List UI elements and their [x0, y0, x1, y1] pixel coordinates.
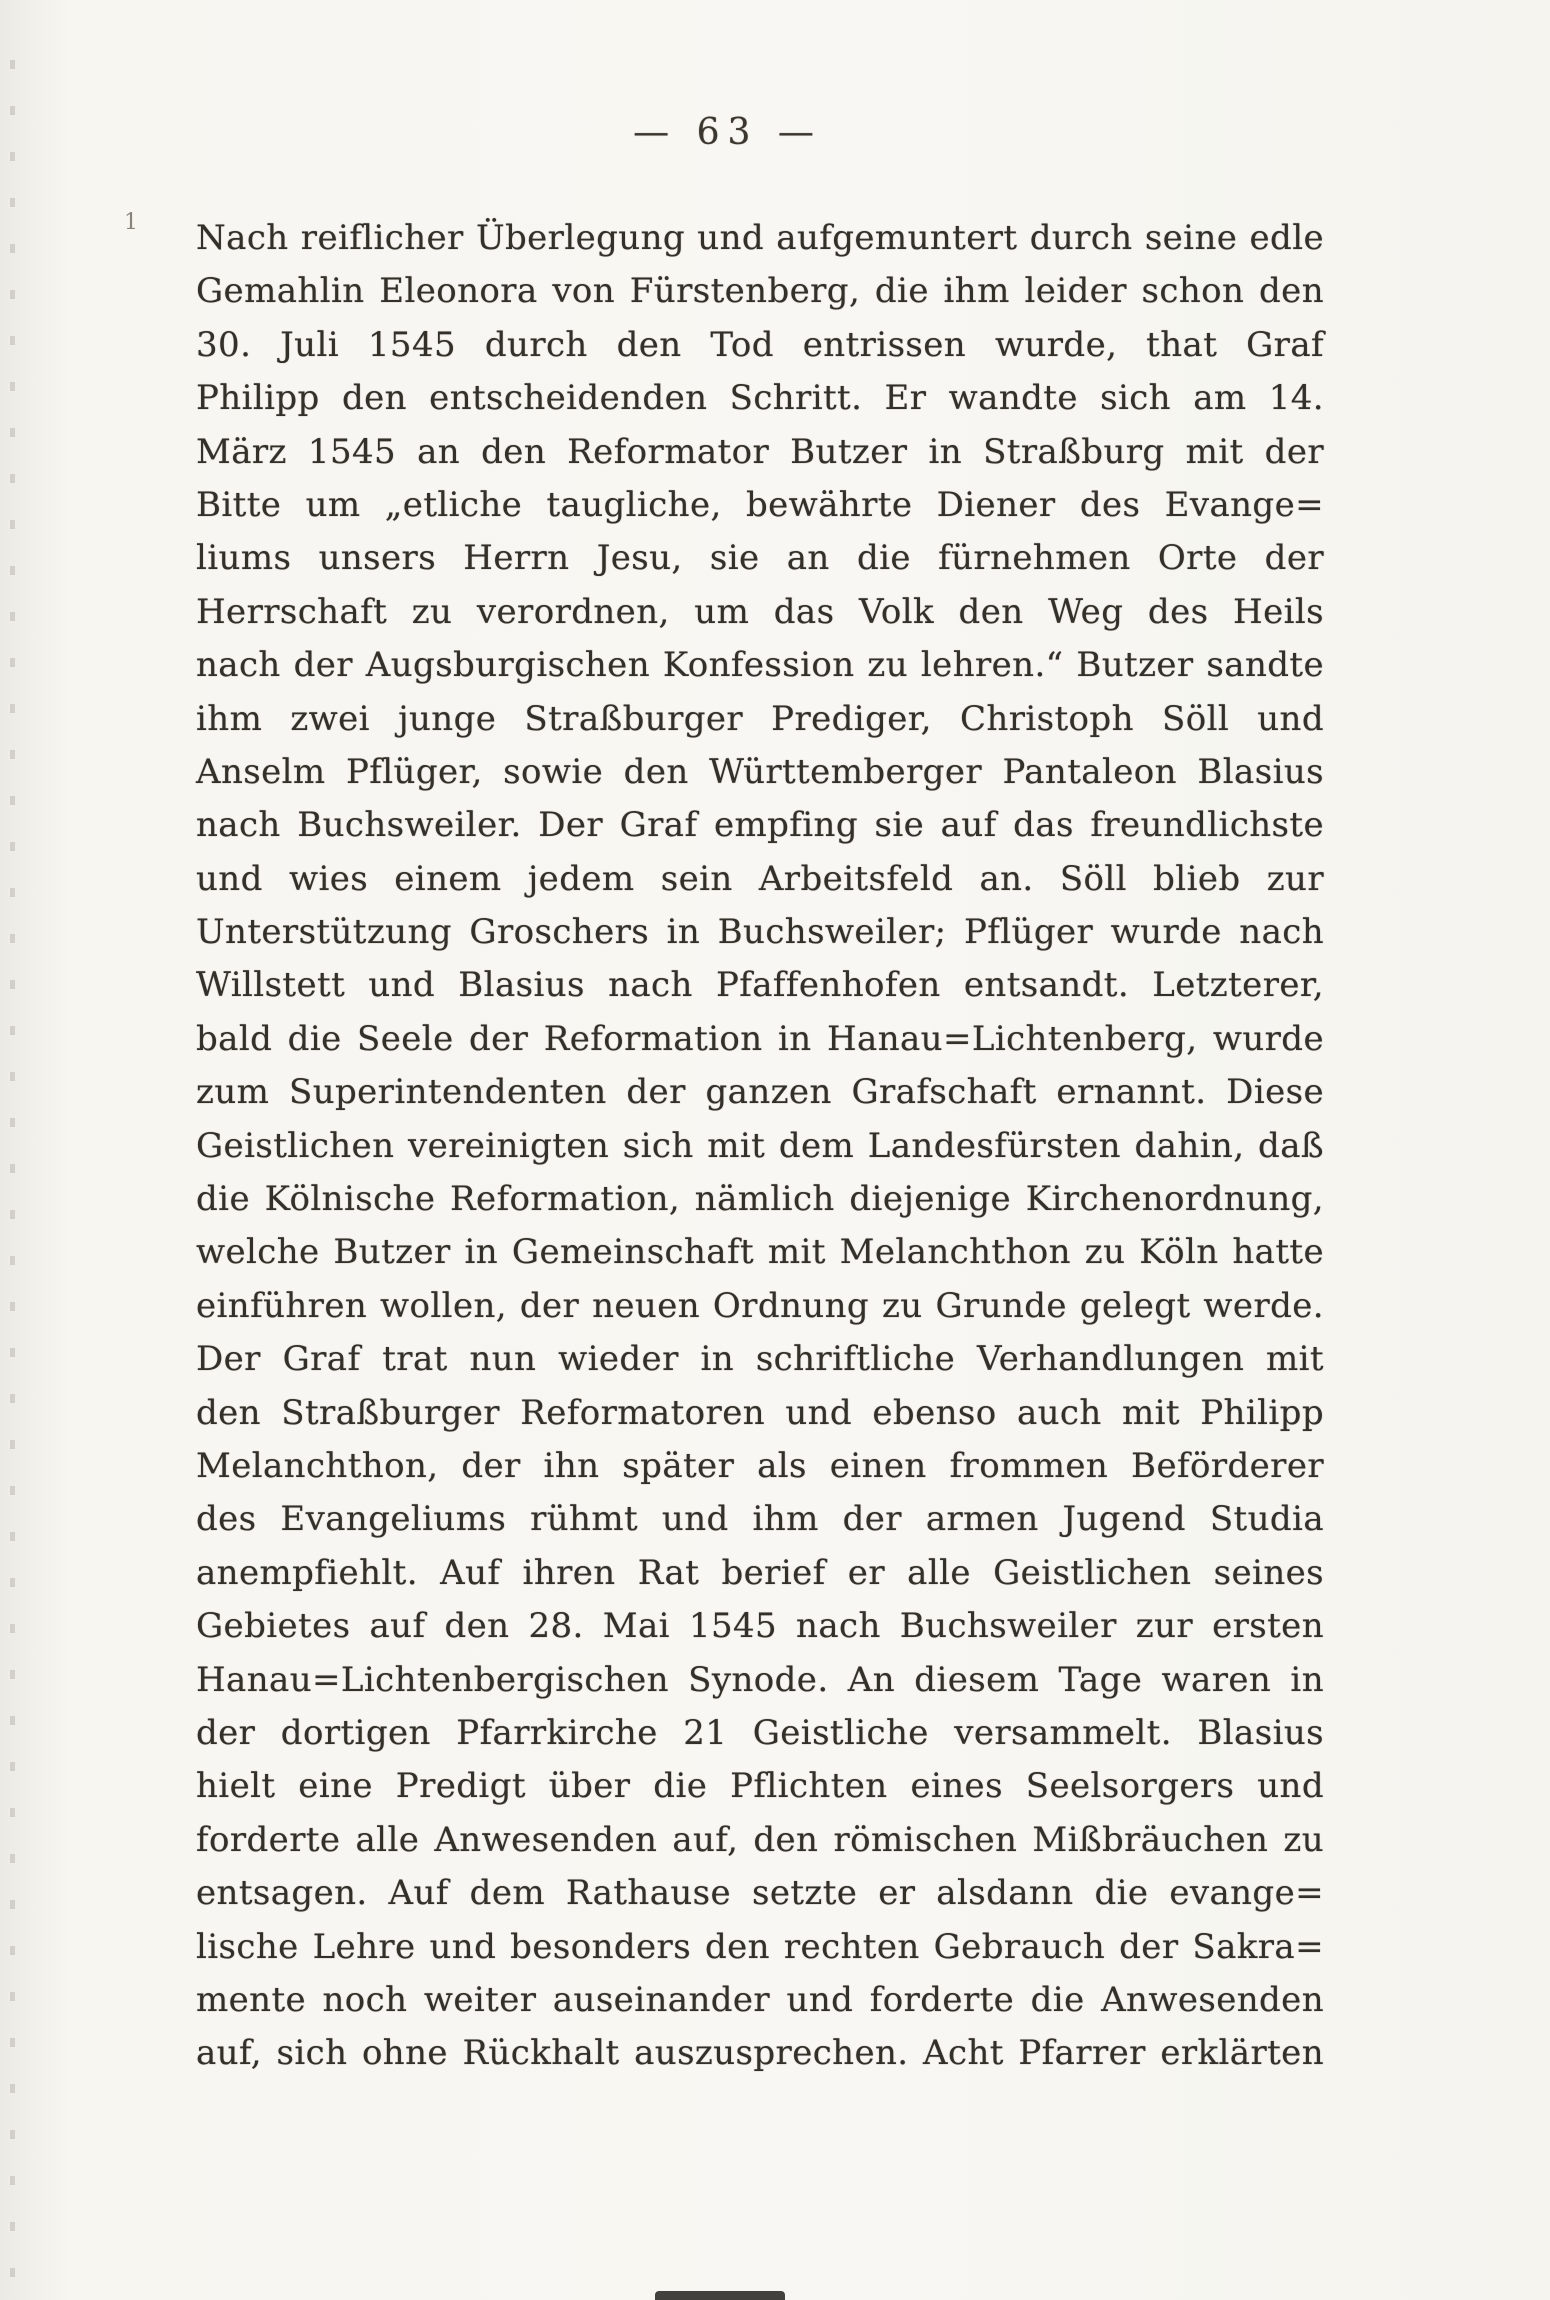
- text-line: Melanchthon, der ihn später als einen frommen Beförderer: [196, 1445, 1324, 1486]
- text-line: Geistlichen vereinigten sich mit dem Landesfürsten dahin, daß: [196, 1125, 1324, 1166]
- text-line: lische Lehre und besonders den rechten Gebrauch der Sakra=: [196, 1926, 1324, 1967]
- margin-note-mark: 1: [124, 210, 138, 235]
- text-line: mente noch weiter auseinander und forderte die Anwesenden: [196, 1979, 1324, 2020]
- text-line: nach der Augsburgischen Konfession zu lehren.“ Butzer sandte: [196, 645, 1324, 686]
- text-line: liums unsers Herrn Jesu, sie an die fürnehmen Orte der: [196, 538, 1324, 579]
- scan-edge-artifact: [10, 60, 15, 2280]
- text-line: Unterstützung Groschers in Buchsweiler; Pflüger wurde nach: [196, 912, 1324, 953]
- text-line: nach Buchsweiler. Der Graf empfing sie auf das freundlichste: [196, 805, 1324, 846]
- text-line: Herrschaft zu verordnen, um das Volk den Weg des Heils: [196, 591, 1324, 632]
- text-line: zum Superintendenten der ganzen Grafschaft ernannt. Diese: [196, 1072, 1324, 1113]
- text-line: Philipp den entscheidenden Schritt. Er wandte sich am 14.: [196, 378, 1324, 419]
- text-line: Willstett und Blasius nach Pfaffenhofen entsandt. Letzterer,: [196, 965, 1324, 1006]
- text-line: welche Butzer in Gemeinschaft mit Melanchthon zu Köln hatte: [196, 1232, 1324, 1273]
- text-line: Nach reiflicher Überlegung und aufgemuntert durch seine edle: [196, 218, 1324, 258]
- text-line: bald die Seele der Reformation in Hanau=Lichtenberg, wurde: [196, 1018, 1324, 1059]
- text-line: anempfiehlt. Auf ihren Rat berief er alle Geistlichen seines: [196, 1552, 1324, 1593]
- text-line: und wies einem jedem sein Arbeitsfeld an. Söll blieb zur: [196, 858, 1324, 899]
- text-line: die Kölnische Reformation, nämlich diejenige Kirchenordnung,: [196, 1179, 1324, 1220]
- text-line: hielt eine Predigt über die Pflichten eines Seelsorgers und: [196, 1766, 1324, 1807]
- page-number: — 63 —: [633, 112, 822, 153]
- text-line: Hanau=Lichtenbergischen Synode. An diesem Tage waren in: [196, 1659, 1324, 1700]
- text-line: auf, sich ohne Rückhalt auszusprechen. Acht Pfarrer erklärten: [196, 2033, 1324, 2074]
- scan-smudge-artifact: [655, 2291, 785, 2300]
- body-text: [196, 212, 1324, 2081]
- text-line: 30. Juli 1545 durch den Tod entrissen wurde, that Graf: [196, 324, 1324, 365]
- text-line: Gemahlin Eleonora von Fürstenberg, die ihm leider schon den: [196, 271, 1324, 312]
- text-line: Anselm Pflüger, sowie den Württemberger Pantaleon Blasius: [196, 751, 1324, 792]
- text-line: den Straßburger Reformatoren und ebenso auch mit Philipp: [196, 1392, 1324, 1433]
- text-line: Der Graf trat nun wieder in schriftliche Verhandlungen mit: [196, 1339, 1324, 1380]
- text-line: einführen wollen, der neuen Ordnung zu Grunde gelegt werde.: [196, 1285, 1324, 1326]
- text-line: des Evangeliums rühmt und ihm der armen Jugend Studia: [196, 1499, 1324, 1540]
- text-line: März 1545 an den Reformator Butzer in Straßburg mit der: [196, 431, 1324, 472]
- text-line: der dortigen Pfarrkirche 21 Geistliche versammelt. Blasius: [196, 1712, 1324, 1753]
- text-line: entsagen. Auf dem Rathause setzte er alsdann die evange=: [196, 1873, 1324, 1914]
- text-line: forderte alle Anwesenden auf, den römischen Mißbräuchen zu: [196, 1819, 1324, 1860]
- text-line: Bitte um „etliche taugliche, bewährte Diener des Evange=: [196, 484, 1324, 525]
- text-line: ihm zwei junge Straßburger Prediger, Christoph Söll und: [196, 698, 1324, 739]
- text-line: Gebietes auf den 28. Mai 1545 nach Buchsweiler zur ersten: [196, 1606, 1324, 1647]
